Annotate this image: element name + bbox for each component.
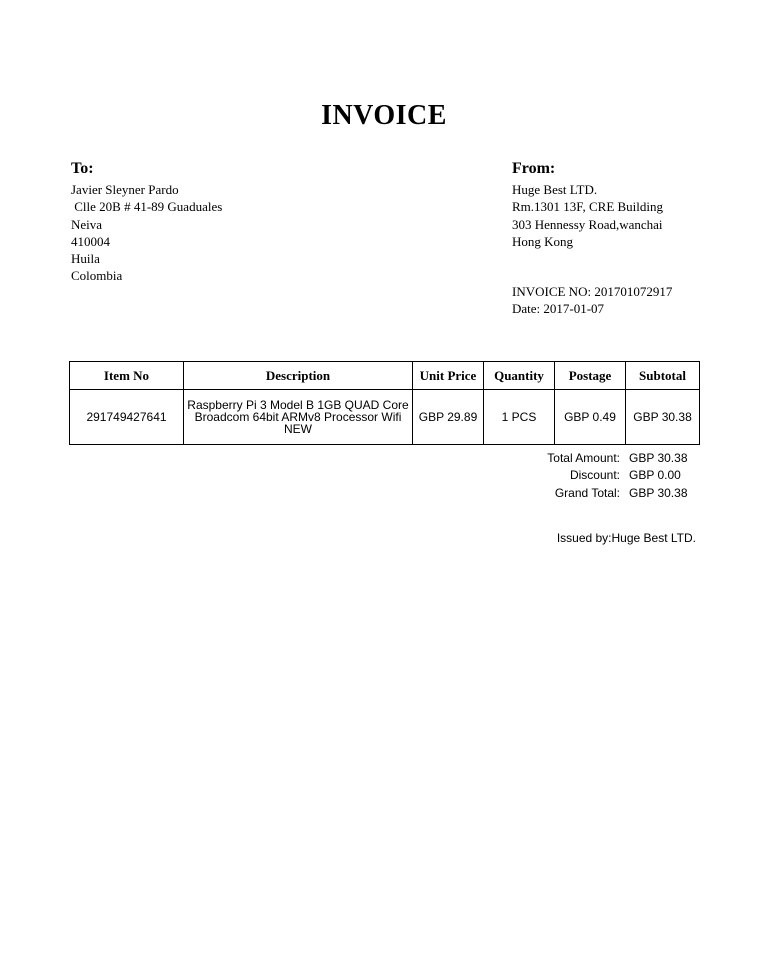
col-description: Description [184, 362, 413, 390]
total-amount-label: Total Amount: [547, 450, 620, 465]
col-quantity: Quantity [484, 362, 555, 390]
total-amount-row [547, 449, 691, 467]
discount-row [547, 467, 691, 485]
bill-to-block [71, 158, 222, 285]
invoice-date: Date: 2017-01-07 [512, 301, 605, 317]
cell-unit-price: GBP 29.89 [413, 390, 484, 445]
to-name: Javier Sleyner Pardo [71, 182, 179, 197]
grand-total-row [547, 484, 691, 502]
from-company: Huge Best LTD. [512, 182, 598, 197]
to-heading: To: [71, 160, 94, 177]
to-postcode: 410004 [71, 233, 110, 249]
col-postage: Postage [555, 362, 626, 390]
totals-block [547, 449, 691, 502]
items-table [69, 361, 700, 445]
bill-from-block [512, 158, 663, 250]
col-subtotal: Subtotal [626, 362, 700, 390]
from-city: Hong Kong [512, 233, 574, 249]
grand-total-label: Grand Total: [554, 485, 620, 500]
table-header-row [70, 362, 700, 390]
cell-subtotal: GBP 30.38 [626, 390, 700, 445]
from-address-2: 303 Hennessy Road,wanchai [512, 216, 663, 232]
col-item-no: Item No [70, 362, 184, 390]
invoice-number: INVOICE NO: 201701072917 [512, 284, 673, 299]
invoice-meta [512, 283, 672, 318]
to-region: Huila [71, 251, 100, 267]
to-city: Neiva [71, 216, 103, 232]
cell-item-no: 291749427641 [70, 390, 184, 445]
table-row [70, 390, 700, 445]
total-amount-value: GBP 30.38 [629, 450, 688, 465]
to-street: Clle 20B # 41-89 Guaduales [71, 199, 223, 215]
from-address-1: Rm.1301 13F, CRE Building [512, 199, 664, 215]
discount-label: Discount: [569, 468, 620, 483]
grand-total-value: GBP 30.38 [629, 485, 688, 500]
cell-description: Raspberry Pi 3 Model B 1GB QUAD Core Broadcom 64bit ARMv8 Processor Wifi NEW [184, 390, 413, 445]
col-unit-price: Unit Price [413, 362, 484, 390]
invoice-title: INVOICE [321, 100, 447, 131]
issued-by: Issued by:Huge Best LTD. [556, 531, 696, 545]
to-country: Colombia [71, 268, 123, 284]
cell-postage: GBP 0.49 [555, 390, 626, 445]
from-heading: From: [512, 160, 556, 177]
cell-quantity: 1 PCS [484, 390, 555, 445]
discount-value: GBP 0.00 [629, 468, 681, 483]
